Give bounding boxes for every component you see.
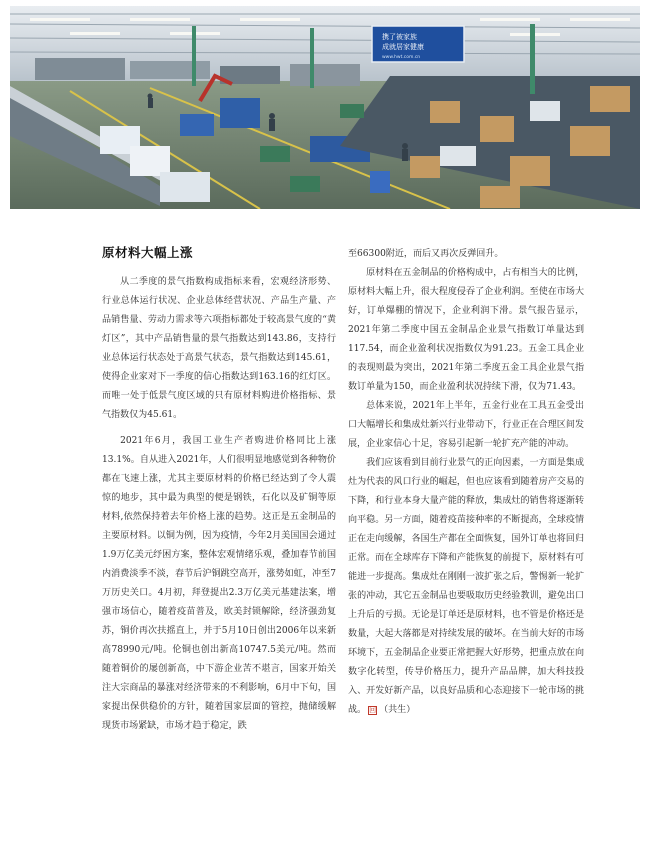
factory-floor-photo xyxy=(10,6,640,209)
right-paragraph-4 xyxy=(348,454,584,720)
left-paragraph-1: 从二季度的景气指数构成指标来看，宏观经济形势、行业总体运行状况、企业总体经营状况、产品生产量、产品销售量、劳动力需求等六项指标都处于较高景气度的“黄灯区”，其中产品销售量的景气指数达到143.86，支持行业总体运行状态处于高景气状态，景气指数达到145.61，使得企业家对下一季度的信心指数达到163.16的红灯区。而唯一处于低景气度区域的只有原材料购进价格指标、景气指数仅为45.61。 xyxy=(102,277,336,420)
right-paragraph-1: 至66300附近，而后又再次反弹回升。 xyxy=(348,249,504,259)
banner-url: www.hwt.com.cn xyxy=(382,55,421,60)
section-heading: 原材料大幅上涨 xyxy=(102,245,194,260)
banner-line-1: 携了被家族 xyxy=(382,33,417,41)
right-column xyxy=(348,245,584,720)
end-mark-icon: 回 xyxy=(369,706,377,714)
right-paragraph-4-text: 我们应该看到目前行业景气的正向因素，一方面是集成灶为代表的风口行业的崛起，但也应该看到随着房产交易的下降，和行业本身大量产能的释放，集成灶的销售将逐渐转向平稳。另一方面，随着疫苗接种率的不断提高，全球疫情正在走向缓解，各国生产都在全面恢复，国外订单也将回归正常。而在全球库存下降和产能恢复的前提下，原材料有可能进一步提高。集成灶在刚刚一波扩张之后，警惕新一轮扩张的冲动，其它五金制品也要吸取历史经验教训，避免出口上升后的亏损。无论是订单还是原材料，也不管是价格还是数量，大起大落都是对持续发展的破坏。在当前大好的市场环境下，五金制品企业要正常把握大好形势，把重点放在向数字化转型，传导价格压力，提升产品品牌，加大科技投入、开发好新产品，以良好品质和心态迎接下一轮市场的挑战。 xyxy=(348,458,584,715)
banner-line-2: 成就居家健康 xyxy=(382,43,424,51)
byline: （共生） xyxy=(379,705,416,715)
left-paragraph-2: 2021年6月，我国工业生产者购进价格同比上涨13.1%。自从进入2021年，人们很明显地感觉到各种物价都在飞速上涨，尤其主要原材料的价格已经达到了令人震惊的地步，其中最为典型的便是钢铁，石化以及矿铜等原材料,依然保持着去年价格上涨的趋势。这正是五金制品的主要原材料。以铜为例，因为疫情，今年2月美国国会通过1.9万亿美元纾困方案，整体宏观情绪乐观，叠加春节前国内消费淡季不淡，春节后沪铜跳空高开，涨势如虹，冲至7万历史关口。4月初，拜登提出2.3万亿美元基建法案，增强市场信心，随着疫苗普及，欧美封锁解除，经济强劲复苏，铜价再次扶摇直上，并于5月10日创出2006年以来新高78990元/吨。伦铜也创出新高10747.5美元/吨。然而随着铜价的屡创新高，中下游企业苦不堪言，国家开始关注大宗商品的暴涨对经济带来的不利影响，6月中下旬，国家提出保供稳价的方针，随着国家层面的管控，抛储缓解现货市场紧缺，市场才趋于稳定，跌 xyxy=(102,436,336,731)
right-paragraph-2: 原材料在五金制品的价格构成中，占有相当大的比例，原材料大幅上升，很大程度侵吞了企业利润。至使在市场大好，订单爆棚的情况下，企业利润下滑。景气报告显示，2021年第二季度中国五金制品企业景气指数订单量达到117.54，而企业盈利状况指数仅为91.23。五金工具企业的表现则最为突出，2021年第二季度五金工具企业景气指数订单量为150，而企业盈利状况持续下滑，仅为71.43。 xyxy=(348,268,584,392)
right-paragraph-3: 总体来说，2021年上半年，五金行业在工具五金受出口大幅增长和集成灶新兴行业带动下，行业正在合理区间发展，企业家信心十足，容易引起新一轮扩充产能的冲动。 xyxy=(348,401,584,449)
